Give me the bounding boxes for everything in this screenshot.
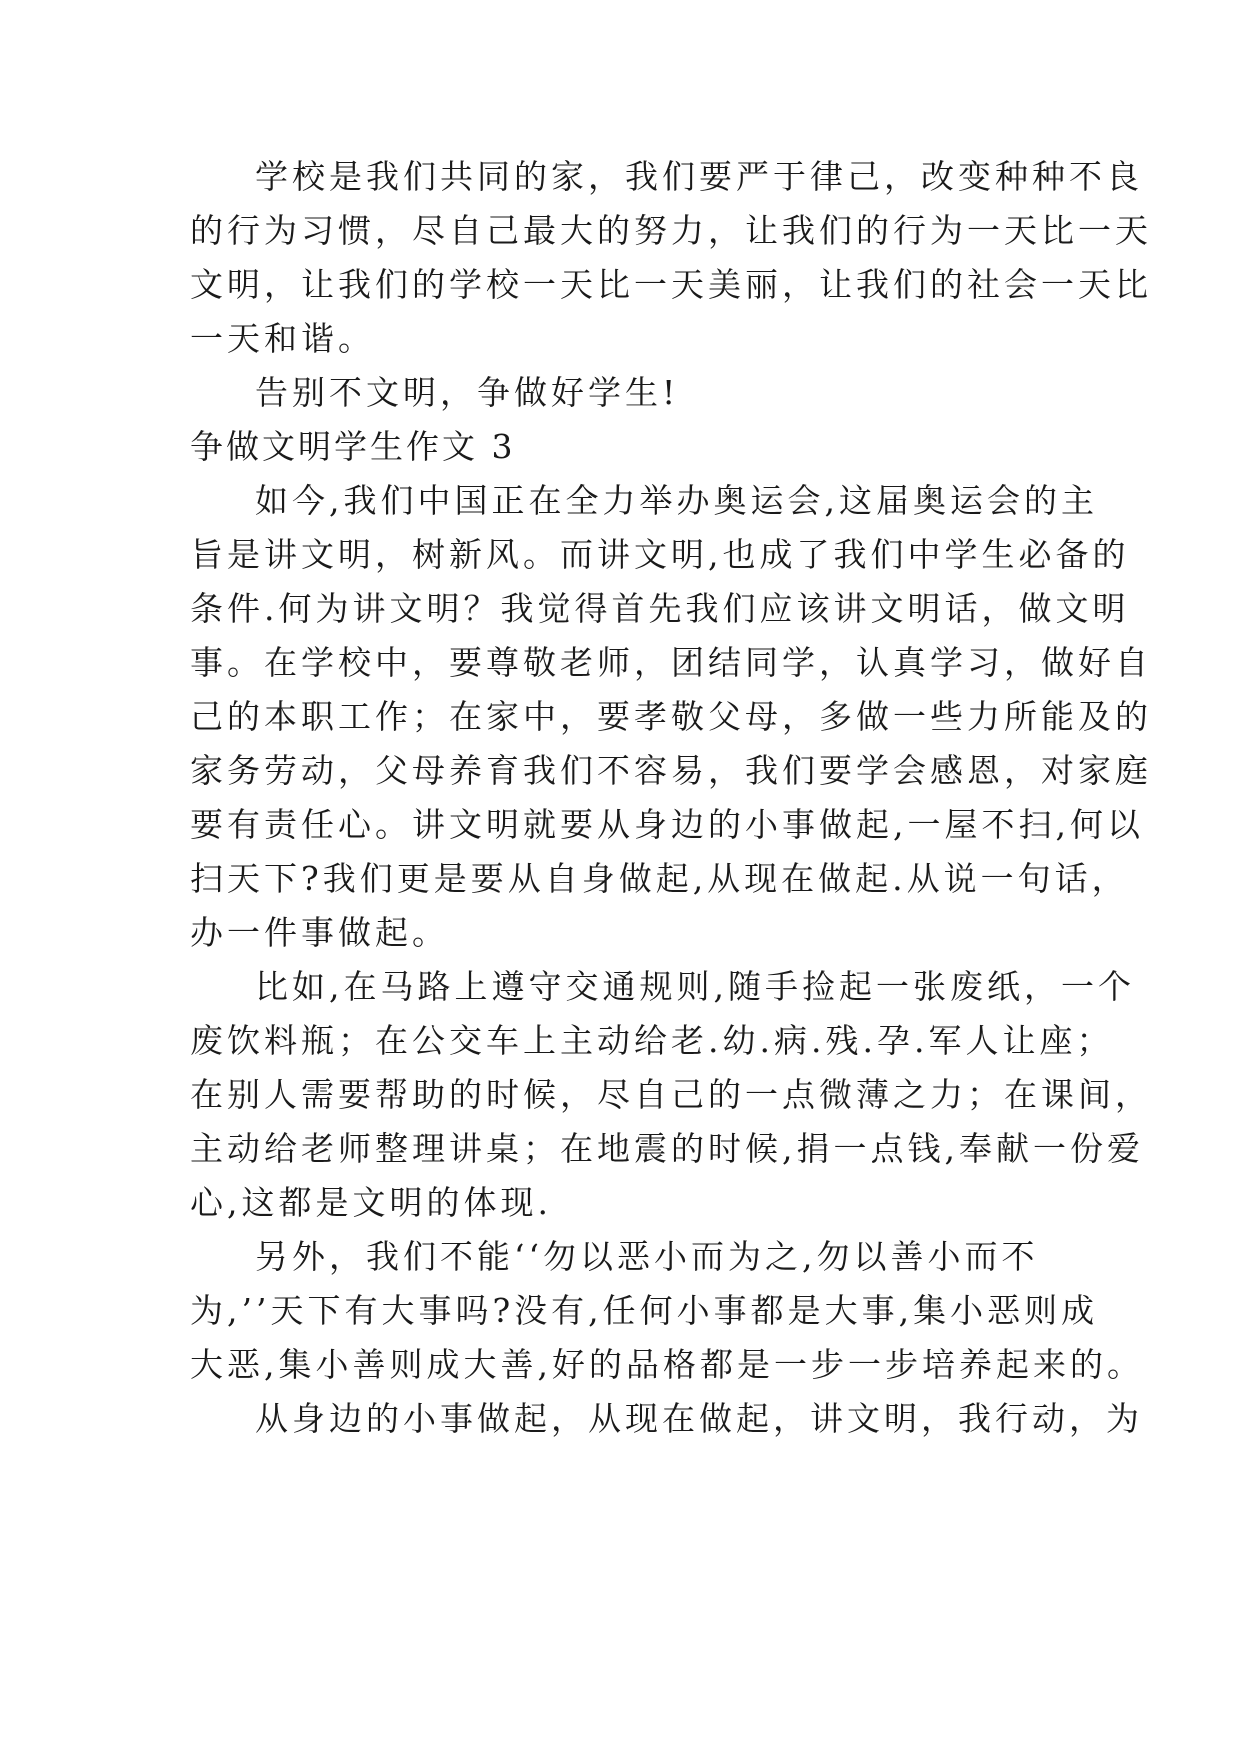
paragraph-line: 为,’’天下有大事吗?没有,任何小事都是大事,集小恶则成 [190,1291,1099,1330]
paragraph-line: 文明，让我们的学校一天比一天美丽，让我们的社会一天比 [190,265,1152,304]
paragraph-line: 学校是我们共同的家，我们要严于律己，改变种种不良 [255,157,1143,196]
paragraph-line: 主动给老师整理讲桌；在地震的时候,捐一点钱,奉献一份爱 [190,1129,1144,1168]
paragraph-line: 从身边的小事做起，从现在做起，讲文明，我行动，为 [255,1399,1143,1438]
paragraph-line: 办一件事做起。 [190,913,449,952]
paragraph-line: 在别人需要帮助的时候，尽自己的一点微薄之力；在课间， [190,1075,1152,1114]
paragraph-line: 另外，我们不能‘‘勿以恶小而为之,勿以善小而不 [255,1237,1039,1276]
paragraph-line: 废饮料瓶；在公交车上主动给老.幼.病.残.孕.军人让座； [190,1021,1114,1060]
paragraph-line: 条件.何为讲文明？我觉得首先我们应该讲文明话，做文明 [190,589,1130,628]
paragraph-line: 告别不文明，争做好学生! [255,373,680,412]
paragraph-line: 扫天下?我们更是要从自身做起,从现在做起.从说一句话， [190,859,1129,898]
paragraph-line: 家务劳动，父母养育我们不容易，我们要学会感恩，对家庭 [190,751,1152,790]
paragraph-line: 比如,在马路上遵守交通规则,随手捡起一张废纸，一个 [255,967,1135,1006]
paragraph-line: 大恶,集小善则成大善,好的品格都是一步一步培养起来的。 [190,1345,1144,1384]
paragraph-line: 事。在学校中，要尊敬老师，团结同学，认真学习，做好自 [190,643,1152,682]
paragraph-line: 心,这都是文明的体现. [190,1183,552,1222]
paragraph-line: 要有责任心。讲文明就要从身边的小事做起,一屋不扫,何以 [190,805,1144,844]
paragraph-line: 一天和谐。 [190,319,375,358]
paragraph-line: 己的本职工作；在家中，要孝敬父母，多做一些力所能及的 [190,697,1152,736]
paragraph-line: 如今,我们中国正在全力举办奥运会,这届奥运会的主 [255,481,1098,520]
paragraph-line: 的行为习惯，尽自己最大的努力，让我们的行为一天比一天 [190,211,1152,250]
section-heading: 争做文明学生作文 3 [190,427,516,466]
paragraph-line: 旨是讲文明，树新风。而讲文明,也成了我们中学生必备的 [190,535,1130,574]
